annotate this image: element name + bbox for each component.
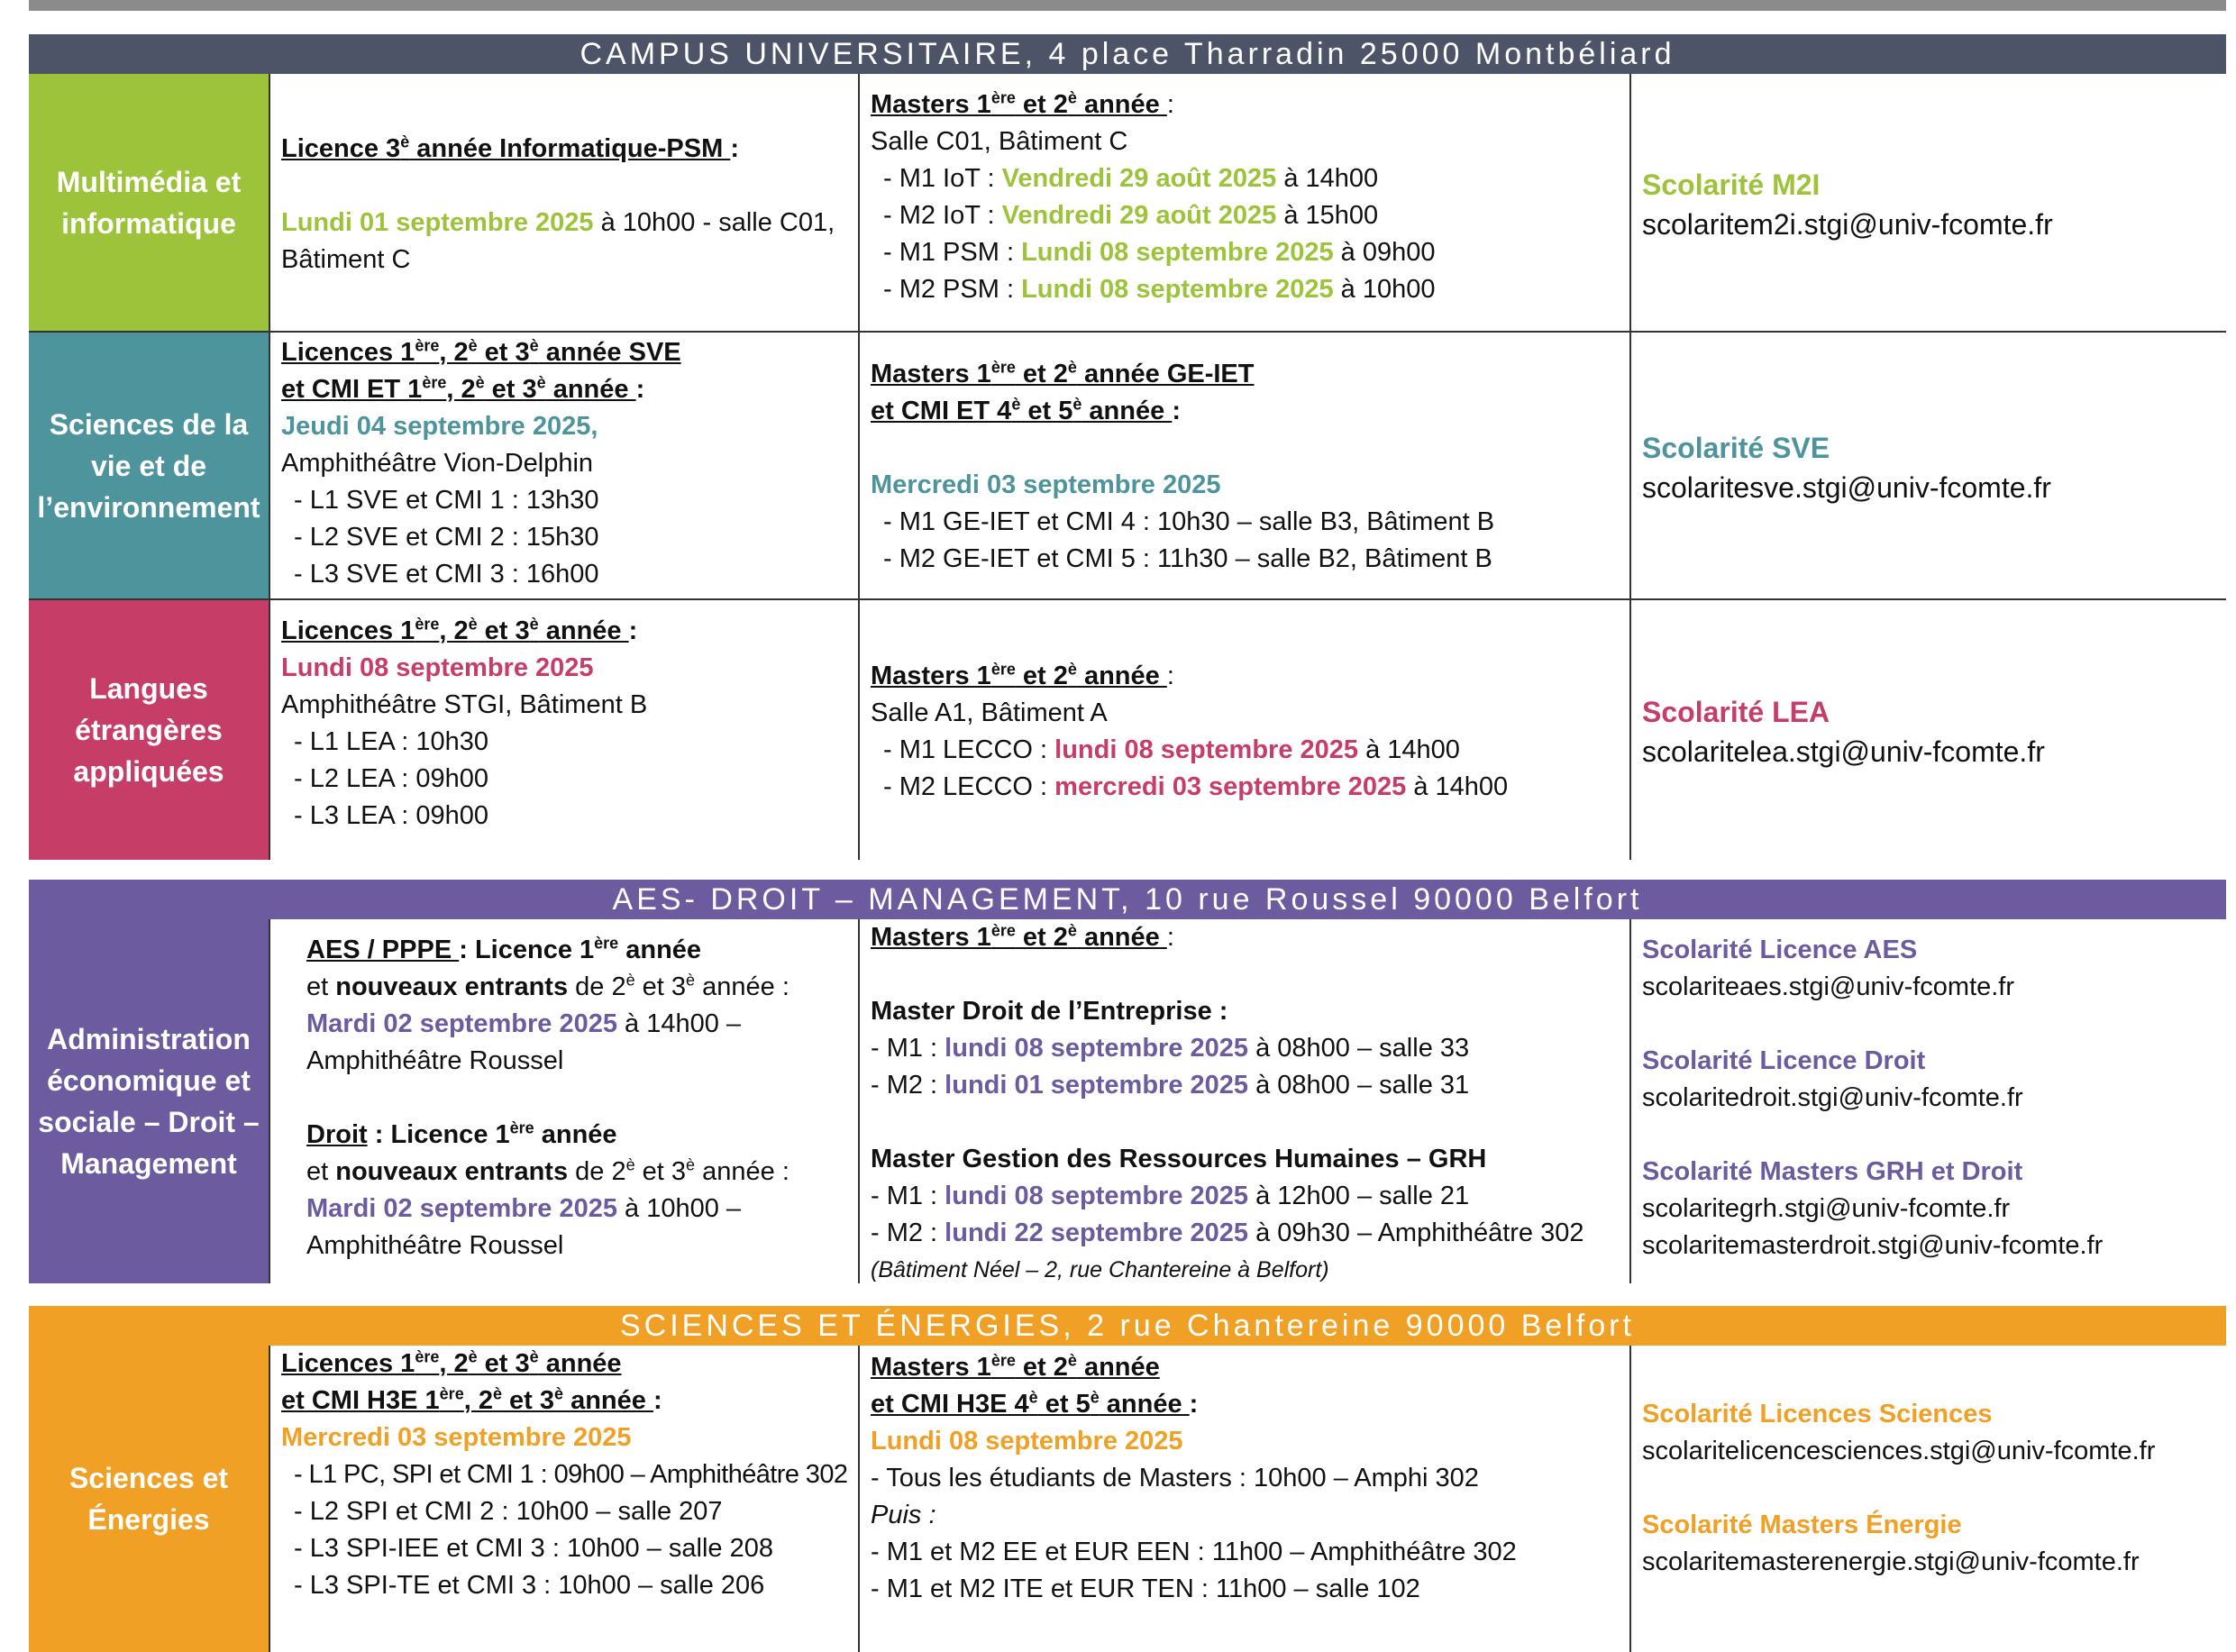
master-item: - M1 PSM : Lundi 08 septembre 2025 à 09h00 (883, 238, 1436, 267)
licence-place: Amphithéâtre STGI, Bâtiment B (281, 690, 648, 719)
category-sve: Sciences de la vie et de l’environnement (29, 333, 269, 598)
licence-item: - L1 PC, SPI et CMI 1 : 09h00 – Amphithéâtre 302 (294, 1460, 848, 1489)
licence-title: Licences 1ère, $2^è$ et $3^è$ année : (281, 615, 638, 645)
contact-email[interactable]: scolaritegrh.stgi@univ-fcomte.fr (1642, 1194, 2011, 1223)
contact-email[interactable]: scolaritelea.stgi@univ-fcomte.fr (1642, 735, 2045, 768)
master-item: - M1 GE-IET et CMI 4 : 10h30 – salle B3, Bâtiment B (883, 507, 1495, 536)
licence-item: - L3 SPI-IEE et CMI 3 : 10h00 – salle 208 (294, 1534, 773, 1563)
contact-title: Scolarité Masters GRH et Droit (1642, 1157, 2023, 1186)
master-cell (858, 919, 1629, 1283)
contact-email[interactable]: scolaritedroit.stgi@univ-fcomte.fr (1642, 1083, 2023, 1112)
master-place: Salle A1, Bâtiment A (871, 698, 1108, 727)
aes-date: Mardi 02 septembre 2025 à 14h00 – (306, 1009, 742, 1038)
top-bar (29, 0, 2226, 11)
master-item: - M1 et M2 EE et EUR EEN : 11h00 – Amphithéâtre 302 (871, 1538, 1517, 1566)
licence-title: Licences 1ère, $2^è$ et $3^è$ année SVE (281, 336, 681, 367)
master-title-2: et CMI ET $4^è$ et $5^è$ année : (871, 395, 1181, 425)
master-title: Masters 1ère et $2^è$ année GE-IET (871, 358, 1255, 388)
section-banner: AES- DROIT – MANAGEMENT, 10 rue Roussel 90000 Belfort (29, 880, 2226, 919)
licence-date: Mercredi 03 septembre 2025 (281, 1423, 632, 1452)
licence-item: - L1 LEA : 10h30 (294, 727, 489, 756)
contact-title: Scolarité M2I (1642, 168, 1821, 201)
contact-email[interactable]: scolariteaes.stgi@univ-fcomte.fr (1642, 972, 2015, 1001)
contact-cell (1629, 1346, 2226, 1652)
contact-title: Scolarité Licences Sciences (1642, 1400, 1993, 1428)
contact-cell (1629, 74, 2226, 331)
licence-title: Licence $3^è$ année Informatique-PSM : (281, 132, 739, 163)
contact-email[interactable]: scolaritesve.stgi@univ-fcomte.fr (1642, 470, 2051, 504)
licence-item: - L3 SPI-TE et CMI 3 : 10h00 – salle 206 (294, 1571, 765, 1600)
master-place: Salle C01, Bâtiment C (871, 127, 1128, 156)
row-sciences (29, 1346, 2226, 1652)
category-sciences: Sciences et Énergies (29, 1346, 269, 1652)
row-lea (29, 600, 2226, 860)
droit-title: Droit : Licence 1ère année (306, 1118, 617, 1149)
contact-cell (1629, 919, 2226, 1283)
master-title-2: et CMI H3E $4^è$ et $5^è$ année : (871, 1388, 1199, 1419)
category-multimedia: Multimédia et informatique (29, 74, 269, 331)
contact-title: Scolarité Licence AES (1642, 936, 1918, 964)
master-cell (858, 600, 1629, 860)
master-title: Masters 1ère et $2^è$ année (871, 1351, 1160, 1382)
droit-line2: et nouveaux entrants de $2^è$ et $3^è$ année : (306, 1155, 789, 1186)
master-item: - Tous les étudiants de Masters : 10h00 – Amphi 302 (871, 1464, 1479, 1492)
droit-place: Amphithéâtre Roussel (306, 1231, 564, 1260)
category-lea: Langues étrangères appliquées (29, 600, 269, 860)
contact-title: Scolarité Licence Droit (1642, 1046, 1926, 1075)
category-aes: Administration économique et sociale – Droit – Management (29, 919, 269, 1283)
master-item: - M1 IoT : Vendredi 29 août 2025 à 14h00 (883, 164, 1379, 193)
master-item: - M1 : lundi 08 septembre 2025 à 12h00 – salle 21 (871, 1182, 1470, 1210)
licence-item: - L2 SVE et CMI 2 : 15h30 (294, 523, 599, 552)
licence-title-2: et CMI H3E 1ère, $2^è$ et $3^è$ année : (281, 1384, 662, 1415)
section-montbeliard (29, 34, 2226, 860)
contact-title: Scolarité Masters Énergie (1642, 1511, 1962, 1539)
droit-date: Mardi 02 septembre 2025 à 10h00 – (306, 1194, 742, 1223)
licence-item: - L2 SPI et CMI 2 : 10h00 – salle 207 (294, 1497, 723, 1526)
licence-cell (269, 74, 858, 331)
master-note: (Bâtiment Néel – 2, rue Chantereine à Belfort) (871, 1257, 1329, 1282)
master-item: - M2 PSM : Lundi 08 septembre 2025 à 10h00 (883, 275, 1436, 304)
licence-item: - L2 LEA : 09h00 (294, 764, 489, 793)
licence-cell (269, 919, 858, 1283)
licence-date: Jeudi 04 septembre 2025, (281, 412, 598, 441)
licence-title-2: et CMI ET 1ère, $2^è$ et $3^è$ année : (281, 373, 645, 404)
master-title: Masters 1ère et $2^è$ année : (871, 88, 1174, 119)
section-banner: SCIENCES ET ÉNERGIES, 2 rue Chantereine 90000 Belfort (29, 1306, 2226, 1346)
master-cell (858, 333, 1629, 598)
licence-date: Lundi 08 septembre 2025 (281, 653, 594, 682)
contact-cell (1629, 600, 2226, 860)
contact-cell (1629, 333, 2226, 598)
master-title: Masters 1ère et $2^è$ année : (871, 660, 1174, 690)
master-item: - M1 et M2 ITE et EUR TEN : 11h00 – salle 102 (871, 1574, 1420, 1603)
row-multimedia (29, 74, 2226, 333)
master-droit-title: Master Droit de l’Entreprise : (871, 997, 1228, 1026)
licence-date: Lundi 01 septembre 2025 à 10h00 - salle C01, (281, 207, 835, 237)
master-item: - M1 : lundi 08 septembre 2025 à 08h00 – salle 33 (871, 1034, 1470, 1063)
licence-item: - L1 SVE et CMI 1 : 13h30 (294, 486, 599, 515)
contact-email[interactable]: scolaritemasterdroit.stgi@univ-fcomte.fr (1642, 1231, 2104, 1260)
contact-title: Scolarité SVE (1642, 431, 1830, 464)
master-puis: Puis : (871, 1501, 936, 1529)
licence-cell (269, 333, 858, 598)
master-item: - M2 IoT : Vendredi 29 août 2025 à 15h00 (883, 201, 1379, 230)
licence-item: - L3 LEA : 09h00 (294, 801, 489, 830)
master-date: Lundi 08 septembre 2025 (871, 1427, 1183, 1456)
aes-title: AES / PPPE : Licence 1ère année (306, 934, 702, 964)
section-aes-droit (29, 880, 2226, 1283)
master-cell (858, 1346, 1629, 1652)
contact-email[interactable]: scolaritelicencesciences.stgi@univ-fcomte.fr (1642, 1437, 2156, 1465)
aes-place: Amphithéâtre Roussel (306, 1046, 564, 1075)
contact-title: Scolarité LEA (1642, 696, 1830, 728)
master-item: - M2 LECCO : mercredi 03 septembre 2025 à 14h00 (883, 772, 1509, 801)
licence-place: Amphithéâtre Vion-Delphin (281, 449, 594, 478)
master-cell (858, 74, 1629, 331)
contact-email[interactable]: scolaritem2i.stgi@univ-fcomte.fr (1642, 207, 2053, 241)
row-sve (29, 333, 2226, 600)
section-banner: CAMPUS UNIVERSITAIRE, 4 place Tharradin 25000 Montbéliard (29, 34, 2226, 74)
licence-item: - L3 SVE et CMI 3 : 16h00 (294, 560, 599, 589)
master-item: - M2 GE-IET et CMI 5 : 11h30 – salle B2, Bâtiment B (883, 544, 1492, 573)
master-item: - M2 : lundi 01 septembre 2025 à 08h00 – salle 31 (871, 1071, 1470, 1100)
licence-place: Bâtiment C (281, 244, 411, 274)
licence-title: Licences 1ère, $2^è$ et $3^è$ année (281, 1347, 622, 1378)
master-item: - M1 LECCO : lundi 08 septembre 2025 à 14h00 (883, 735, 1460, 764)
licence-cell (269, 600, 858, 860)
row-aes (29, 919, 2226, 1283)
master-item: - M2 : lundi 22 septembre 2025 à 09h30 – Amphithéâtre 302 (871, 1218, 1584, 1247)
master-title: Masters 1ère et $2^è$ année : (871, 921, 1174, 952)
aes-line2: et nouveaux entrants de $2^è$ et $3^è$ année : (306, 971, 789, 1001)
master-grh-title: Master Gestion des Ressources Humaines – GRH (871, 1145, 1487, 1173)
contact-email[interactable]: scolaritemasterenergie.stgi@univ-fcomte.fr (1642, 1547, 2140, 1576)
master-date: Mercredi 03 septembre 2025 (871, 470, 1221, 499)
section-sciences-energies (29, 1306, 2226, 1652)
licence-cell (269, 1346, 858, 1652)
